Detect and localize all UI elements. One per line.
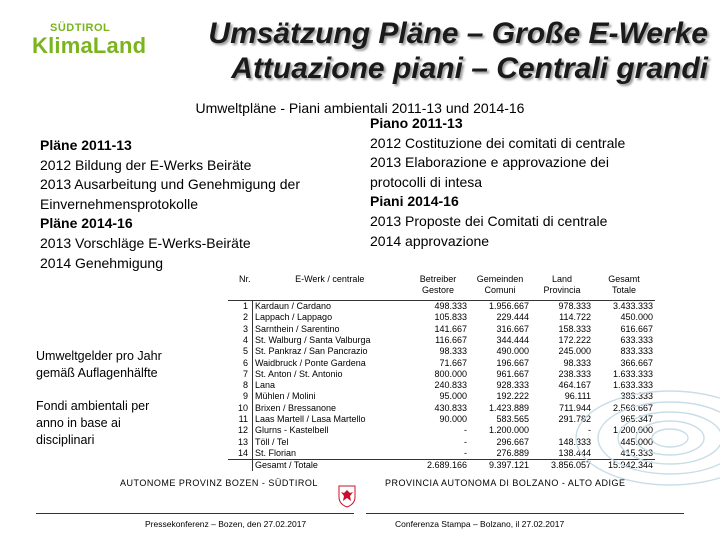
row-land-value: 238.333 [558,368,591,379]
header-gesamt [593,272,655,301]
footer-divider-right [366,513,684,514]
row-gemeinden-value: 192.222 [496,391,529,402]
left-line: 2014 Genehmigung [40,254,163,271]
header-name: E-Werk / centrale [295,274,365,284]
row-betreiber-value: - [464,425,467,436]
row-number: 2 [242,312,248,323]
eagle-emblem-icon [337,484,357,508]
footer-org-italian: PROVINCIA AUTONOMA DI BOLZANO - ALTO ADIGE [385,478,626,488]
right-heading-1: Piano 2011-13 [370,115,463,131]
header-text: Gemeinden [476,274,524,284]
row-betreiber-value: 116.667 [435,334,467,345]
header-text: Totale [611,285,637,295]
row-gemeinden-value: 276.889 [496,447,529,458]
header-text: Land [551,274,573,284]
row-number: 4 [242,334,248,345]
header-text: Gesamt [608,274,640,284]
row-number: 10 [237,402,248,413]
logo [22,22,147,62]
water-ripples-decoration [560,360,720,490]
row-land-value: - [588,425,591,436]
slide-title [208,16,708,86]
row-betreiber-value: 141.667 [434,323,467,334]
row-number: 1 [242,301,248,312]
row-betreiber-value: 71.667 [439,357,467,368]
row-gesamt-value: 3.433.333 [612,301,653,312]
row-betreiber-value: 430.833 [434,402,467,413]
row-gesamt-value: 366.667 [620,357,653,368]
logo-main-text: KlimaLand [32,33,147,58]
row-gemeinden-value: 196.667 [496,357,529,368]
row-land-value: 711.944 [559,402,591,413]
row-land-value: 114.722 [559,312,591,323]
row-betreiber-value: - [464,436,467,447]
row-plant-name: St. Walburg / Santa Valburga [253,335,408,346]
row-land-value: 158.333 [558,323,591,334]
footer-event-italian: Conferenza Stampa – Bolzano, il 27.02.2017 [395,519,565,529]
total-betreiber-value: 2.689.166 [426,460,467,471]
left-heading-2: Pläne 2014-16 [40,215,133,232]
row-plant-name: Mühlen / Molini [253,391,408,402]
row-number: 13 [237,436,248,447]
right-line: protocolli di intesa [370,173,483,190]
header-text: Betreiber [419,274,457,284]
row-betreiber-value: 498.333 [434,301,467,312]
total-land-value: 3.856.057 [550,460,591,471]
row-betreiber-value: - [464,447,467,458]
footer-org-german: AUTONOME PROVINZ BOZEN - SÜDTIROL [120,478,318,488]
side-line: anno in base ai [36,416,121,430]
row-plant-name: Lappach / Lappago [253,312,408,323]
row-plant-name: Brixen / Bressanone [253,403,408,414]
header-betreiber [407,272,469,301]
side-line: disciplinari [36,433,95,447]
row-gemeinden-value: 961.667 [496,368,529,379]
left-heading-1: Pläne 2011-13 [40,137,132,153]
row-gemeinden-value: 583.565 [496,414,529,425]
row-betreiber-value: 95.000 [439,391,467,402]
row-number: 8 [242,380,248,391]
table-row [228,301,655,313]
row-gesamt-value: 445.000 [620,436,653,447]
row-number: 7 [242,368,248,379]
left-text-block [40,136,300,273]
side-text-italian [36,398,149,449]
right-line: 2013 Elaborazione e approvazione dei [370,154,609,171]
header-text: Provincia [543,285,581,295]
row-gemeinden-value: 344.444 [496,334,529,345]
row-number: 11 [238,414,248,425]
title-line-1: Umsätzung Pläne – Große E-Werke [208,17,708,50]
row-land-value: 291.782 [558,414,591,425]
row-plant-name: Glurns - Kastelbell [253,425,408,436]
logo-top-text: SÜDTIROL [50,22,111,34]
row-land-value: 245.000 [558,346,591,357]
row-plant-name: St. Florian [253,448,408,460]
row-gemeinden-value: 296.667 [496,436,529,447]
row-plant-name: Waidbruck / Ponte Gardena [253,357,408,368]
row-gemeinden-value: 1.200.000 [488,425,529,436]
row-land-value: 172.222 [558,334,591,345]
row-plant-name: St. Anton / St. Antonio [253,369,408,380]
row-plant-name: Sarnthein / Sarentino [253,324,408,335]
header-nr: Nr. [238,274,251,284]
row-gemeinden-value: 1.956.667 [488,301,529,312]
row-betreiber-value: 105.833 [434,312,467,323]
row-gemeinden-value: 316.667 [496,323,529,334]
row-gesamt-value: 1.633.333 [612,368,653,379]
row-gesamt-value: 450.000 [620,312,653,323]
total-gesamt-value: 15.942.344 [607,460,653,471]
row-gesamt-value: 383.333 [620,391,653,402]
right-line: 2012 Costituzione dei comitati di centrale [370,134,626,151]
row-gesamt-value: 616.667 [620,323,653,334]
row-gemeinden-value: 1.423.889 [488,402,529,413]
row-gesamt-value: 633.333 [620,334,653,345]
right-heading-2: Piani 2014-16 [370,193,459,210]
row-plant-name: St. Pankraz / San Pancrazio [253,346,408,357]
right-text-block [370,114,625,251]
left-line: Einvernehmensprotokolle [40,195,198,212]
row-number: 9 [242,391,248,402]
footer-divider-left [36,513,354,514]
row-betreiber-value: 240.833 [434,380,467,391]
left-line: 2013 Ausarbeitung und Genehmigung der [40,176,300,193]
row-number: 6 [242,357,248,368]
header-text: Gestore [421,285,454,295]
right-line: 2014 approvazione [370,232,490,249]
left-line: 2013 Vorschläge E-Werks-Beiräte [40,234,251,251]
row-gesamt-value: 2.566.667 [612,402,653,413]
row-plant-name: Lana [253,380,408,391]
total-spacer [228,460,253,472]
total-label: Gesamt / Totale [253,460,408,472]
footer-event-german: Pressekonferenz – Bozen, den 27.02.2017 [145,519,307,529]
row-gesamt-value: 415.333 [620,447,653,458]
total-gemeinden-value: 9.397.121 [488,460,529,471]
header-text: Comuni [484,285,516,295]
row-betreiber-value: 800.000 [434,368,467,379]
table-row [228,346,655,357]
row-betreiber-value: 90.000 [439,414,467,425]
row-number: 3 [242,323,248,334]
row-plant-name: Kardaun / Cardano [253,301,408,313]
side-line: gemäß Auflagenhälfte [36,366,158,380]
row-gesamt-value: 965.347 [620,414,653,425]
row-gesamt-value: 1.633.333 [612,380,653,391]
row-land-value: 98.333 [563,357,591,368]
row-gemeinden-value: 229.444 [496,312,529,323]
row-land-value: 464.167 [558,380,591,391]
row-number: 14 [237,447,248,458]
row-land-value: 138.444 [558,447,591,458]
row-land-value: 148.333 [558,436,591,447]
row-number: 5 [242,346,248,357]
side-line: Umweltgelder pro Jahr [36,349,162,363]
side-line: Fondi ambientali per [36,399,150,413]
row-number: 12 [237,425,248,436]
left-line: 2012 Bildung der E-Werks Beiräte [40,156,252,173]
table-row [228,312,655,323]
right-line: 2013 Proposte dei Comitati di centrale [370,212,608,229]
row-gesamt-value: 833.333 [620,346,653,357]
slide-subtitle: Umweltpläne - Piani ambientali 2011-13 und 2014-16 [195,100,525,116]
row-gesamt-value: 1.200.000 [612,425,653,436]
row-land-value: 96.111 [564,391,591,402]
side-text-german [36,348,162,382]
header-gemeinden [469,272,531,301]
header-land [531,272,593,301]
row-gemeinden-value: 490.000 [496,346,529,357]
row-gemeinden-value: 928.333 [496,380,529,391]
table-row [228,335,655,346]
table-row [228,324,655,335]
row-plant-name: Laas Martell / Lasa Martello [253,414,408,425]
title-line-2: Attuazione piani – Centrali grandi [231,52,708,85]
row-plant-name: Töll / Tel [253,437,408,448]
row-land-value: 978.333 [558,301,591,312]
row-betreiber-value: 98.333 [439,346,467,357]
